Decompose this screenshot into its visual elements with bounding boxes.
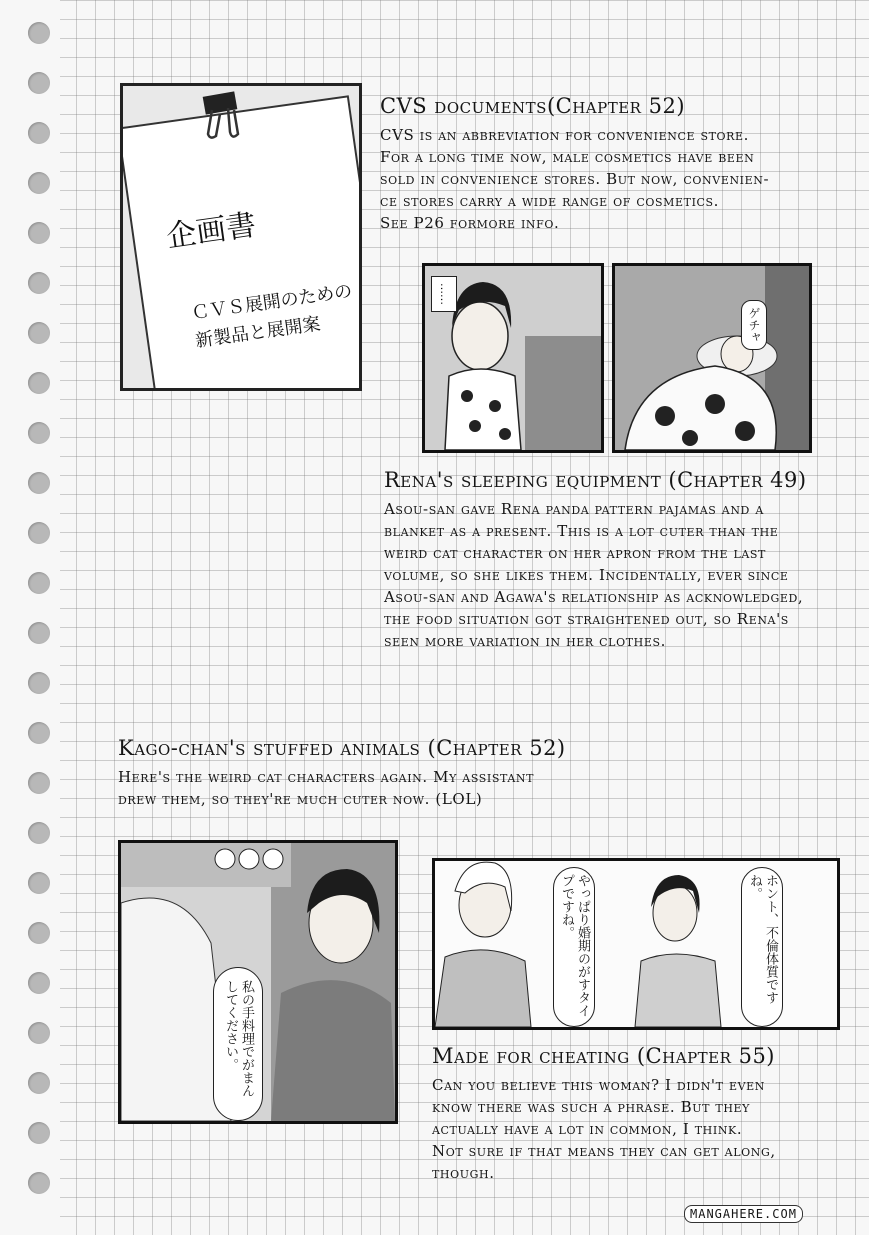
cheating-bubble-right: ホント、不倫体質ですね。 <box>741 867 783 1027</box>
binder-hole <box>28 722 50 744</box>
body-line: seen more variation in her clothes. <box>384 632 666 650</box>
site-watermark: MANGAHERE.COM <box>684 1205 803 1223</box>
binder-hole <box>28 1072 50 1094</box>
document-line-2: 新製品と展開案 <box>194 313 322 352</box>
body-line: the food situation got straightened out, so Rena's <box>384 610 789 628</box>
rena-ellipsis-bubble: …… <box>431 276 457 312</box>
body-line: volume, so she likes them. Incidentally, ever since <box>384 566 789 584</box>
binder-margin <box>0 0 60 1235</box>
cheating-section-body <box>432 1074 776 1184</box>
binder-hole <box>28 772 50 794</box>
cvs-section-title: CVS documents(Chapter 52) <box>380 94 686 118</box>
cheating-bubble-left: やっぱり婚期のがすタイプですね。 <box>553 867 595 1027</box>
binder-hole <box>28 822 50 844</box>
binder-hole <box>28 922 50 944</box>
binder-hole <box>28 122 50 144</box>
kago-section-body <box>118 766 534 810</box>
body-line: know there was such a phrase. But they <box>432 1098 751 1116</box>
rena-sfx-bubble: ゲチャ <box>741 300 767 350</box>
cheating-panel <box>432 858 840 1030</box>
body-line: Can you believe this woman? I didn't even <box>432 1076 765 1094</box>
body-line: ce stores carry a wide range of cosmetics. <box>380 192 720 210</box>
body-line: sold in convenience stores. But now, convenien- <box>380 170 770 188</box>
binder-hole <box>28 372 50 394</box>
binder-hole <box>28 222 50 244</box>
rena-section-body <box>384 498 803 652</box>
kago-stuffed-animals-panel <box>118 840 398 1124</box>
body-line: See P26 formore info. <box>380 214 560 232</box>
rena-pajamas-panel <box>422 263 604 453</box>
cheating-section-title: Made for cheating (Chapter 55) <box>432 1044 775 1068</box>
rena-blanket-panel <box>612 263 812 453</box>
binder-hole <box>28 1122 50 1144</box>
binder-hole <box>28 972 50 994</box>
binder-hole <box>28 272 50 294</box>
body-line: Asou-san and Agawa's relationship as acknowledged, <box>384 588 804 606</box>
body-line: though. <box>432 1164 495 1182</box>
binder-hole <box>28 172 50 194</box>
body-line: Asou-san gave Rena panda pattern pajamas and a <box>384 500 764 518</box>
rena-section-title: Rena's sleeping equipment (Chapter 49) <box>384 468 807 492</box>
binder-hole <box>28 472 50 494</box>
body-line: Not sure if that means they can get along, <box>432 1142 776 1160</box>
body-line: CVS is an abbreviation for convenience store. <box>380 126 750 144</box>
rena-blanket-art <box>615 266 809 450</box>
document-line-1: ＣＶＳ展開のための <box>190 280 354 325</box>
binder-hole <box>28 672 50 694</box>
cvs-section-body <box>380 124 769 234</box>
body-line: blanket as a present. This is a lot cuter than the <box>384 522 779 540</box>
kago-section-title: Kago-chan's stuffed animals (Chapter 52) <box>118 736 566 760</box>
binder-hole <box>28 522 50 544</box>
binder-hole <box>28 72 50 94</box>
kago-speech-bubble: 私の手料理でがまんしてください。 <box>213 967 263 1121</box>
body-line: Here's the weird cat characters again. My assistant <box>118 768 535 786</box>
binder-clip-icon <box>200 88 244 144</box>
binder-hole <box>28 322 50 344</box>
body-line: drew them, so they're much cuter now. (LOL) <box>118 790 483 808</box>
body-line: For a long time now, male cosmetics have been <box>380 148 755 166</box>
document-title: 企画書 <box>164 207 259 255</box>
binder-hole <box>28 422 50 444</box>
binder-hole <box>28 22 50 44</box>
binder-hole <box>28 1172 50 1194</box>
binder-hole <box>28 872 50 894</box>
body-line: weird cat character on her apron from the last <box>384 544 766 562</box>
binder-hole <box>28 1022 50 1044</box>
binder-hole <box>28 572 50 594</box>
binder-hole <box>28 622 50 644</box>
body-line: actually have a lot in common, I think. <box>432 1120 743 1138</box>
